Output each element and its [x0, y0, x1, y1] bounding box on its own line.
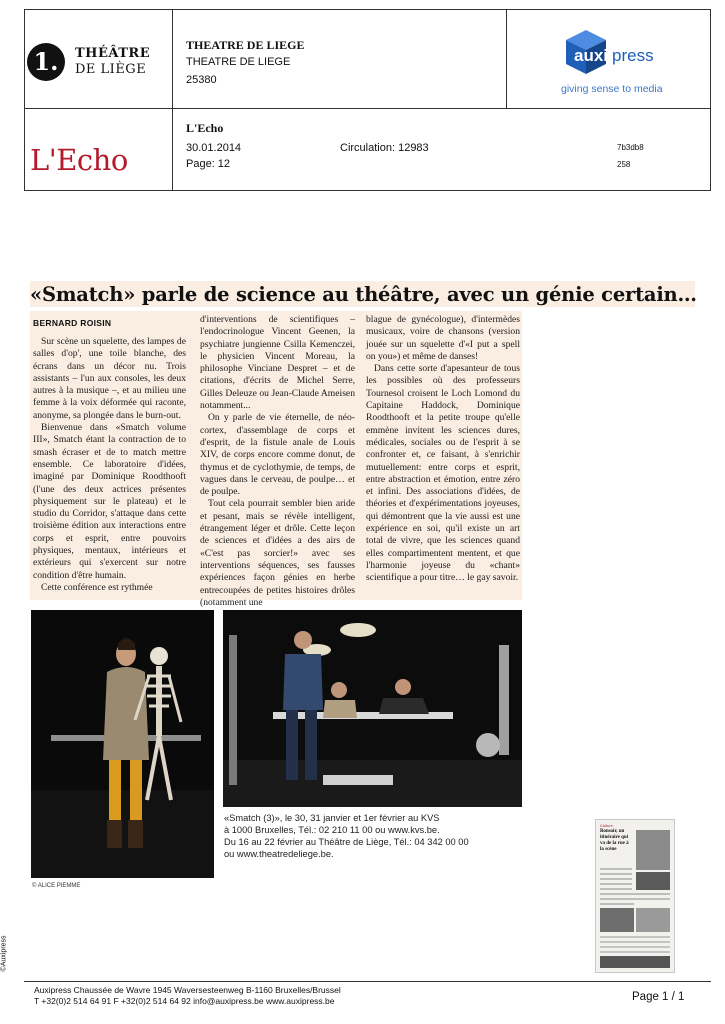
header-divider-v [172, 9, 173, 191]
thumbnail-headline: Bonsoir, un itinéraire qui va de la rue à la scène [600, 829, 629, 852]
photo-caption [224, 812, 520, 860]
col2-paragraph: On y parle de vie éternelle, de néo-cortex, d'assemblage de corps et d'esprit, de la fistule anale de Louis XIV, de corps encore comme donut, de thymus et de cyclothymie, de temps, de vagues dans le cerveau, de poulpe… et de poulpe. [200, 412, 355, 498]
article-column-3 [366, 314, 520, 585]
caption-line: à 1000 Bruxelles, Tél.: 02 210 11 00 ou www.kvs.be. [224, 825, 440, 835]
page-thumbnail [595, 819, 675, 973]
article-column-2 [200, 314, 355, 609]
article-byline: BERNARD ROISIN [33, 318, 112, 328]
col1-paragraph: Sur scène un squelette, des lampes de salles d'op', une toile blanche, des écrans dans un décor nu. Trois assistants – l'un aux consoles, les deux autres à la musique –, et au milieu une femme à la voix déformée qui raconte, anonyme, sa plongée dans le burn-out. [33, 336, 186, 421]
header-divider-h [24, 108, 711, 109]
caption-line: «Smatch (3)», le 30, 31 janvier et 1er février au KVS [224, 813, 440, 823]
publication-page: Page: 12 [186, 158, 231, 170]
lecho-logo: L'Echo [30, 143, 128, 177]
caption-line: Du 16 au 22 février au Théâtre de Liège, Tél.: 04 342 00 00 [224, 837, 469, 847]
col2-paragraph: d'interventions de scientifiques – l'endocrinologue Vincent Geenen, la psychiatre jungienne Csilla Kemenczei, le physicien Vincent Moreau, la philosophe Vinciane Despret – et de citations, d'écrits de Michel Serre, Gilles Deleuze ou Jean-Claude Ameisen notamment... [200, 314, 355, 412]
source-name: THEATRE DE LIEGE [186, 56, 291, 68]
caption-line: ou www.theatredeliege.be. [224, 849, 334, 859]
col1-paragraph: Bienvenue dans «Smatch volume III», Smatch étant la contraction de to smash écraser et de to match mettre ensemble. Ce laboratoire d'idées, imaginé par Dominique Roodthooft (l'une des deux actrices présentes physiquement sur le plateau) et le studio du Corridor, s'attaque dans cette troisième édition aux interactions entre corps et esprit, entre pouvoirs physiques, mentaux, intérieurs et extérieurs qui s'exercent sur notre condition d'être humain. [33, 422, 186, 581]
auxipress-logo-part1: auxi [574, 46, 609, 65]
col1-paragraph: Cette conférence est rythmée [41, 581, 153, 593]
photo-stage-drawing [223, 610, 522, 807]
source-code: 25380 [186, 74, 217, 86]
auxipress-tagline: giving sense to media [561, 83, 663, 95]
theatre-logo-line2: DE LIÈGE [75, 62, 147, 77]
thumbnail-section: Culture [600, 823, 613, 828]
footer-line2: T +32(0)2 514 64 91 F +32(0)2 514 64 92 info@auxipress.be www.auxipress.be [34, 996, 335, 1006]
photo-skeleton [31, 610, 214, 878]
publication-title: L'Echo [186, 121, 224, 135]
photo-skeleton-drawing [31, 610, 214, 878]
publication-ref2: 258 [617, 160, 631, 169]
col2-paragraph: Tout cela pourrait sembler bien aride et pesant, mais se révèle intelligent, étrangement léger et drôle. Cette leçon de sciences et d'idées a des airs de «C'est pas sorcier!» avec ses interventions séquences, ses fausses expériences façon génies en herbe entrecoupées de petites histoires drôles (notamment une [200, 498, 355, 608]
publication-ref1: 7b3db8 [617, 143, 644, 152]
photo-credit: © ALICE PIEMME [32, 883, 81, 889]
footer-divider [24, 981, 711, 982]
source-info [186, 38, 486, 87]
side-copyright-label: ©Auxipress [0, 935, 8, 972]
auxipress-logo-part2: press [612, 46, 654, 65]
article-headline: «Smatch» parle de science au théâtre, avec un génie certain… [30, 283, 697, 306]
auxipress-logo [560, 28, 680, 103]
col3-paragraph: Dans cette sorte d'apesanteur de tous les possibles où des professeurs Tournesol croisent le Loch Lomond du Capitaine Haddock, Dominique Roodthooft et la petite troupe qu'elle emmène invitent les sciences dures, médicales, sociales ou de l'esprit à se confronter et, ce faisant, à s'enrichir mutuellement: entre corps et esprit, entre abstraction et émotion, entre zéro et infini. Des associations d'idées, de théories et d'expérimentations joyeuses, qui démontrent que la vie aussi est une expérience en soi, qu'il existe un art total de vivre, que les sciences quand elles compartimentent mentent, et que l'harmonie joyeuse du «chant» scientifique a pour titre… le gay savoir. [366, 363, 520, 584]
article-column-1 [33, 336, 186, 594]
theatre-logo-circle: 1. [27, 43, 65, 81]
footer-line1: Auxipress Chaussée de Wavre 1945 Waversesteenweg B-1160 Bruxelles/Brussel [34, 985, 341, 995]
source-name-bold: THEATRE DE LIEGE [186, 38, 305, 52]
publication-circulation: Circulation: 12983 [340, 142, 429, 154]
thumbnail-layout-drawing [596, 820, 674, 972]
theatre-logo-line1: THÉÂTRE [75, 46, 151, 61]
publication-date: 30.01.2014 [186, 142, 242, 154]
theatre-logo [27, 43, 167, 83]
col3-paragraph: blague de gynécologue), d'intermèdes musicaux, voire de chansons (version jouée sur un squelette d'«I put a spell on you») et même de danses! [366, 314, 520, 362]
footer-page-number: Page 1 / 1 [632, 991, 685, 1003]
photo-stage [223, 610, 522, 807]
header-divider-v2 [506, 9, 507, 108]
